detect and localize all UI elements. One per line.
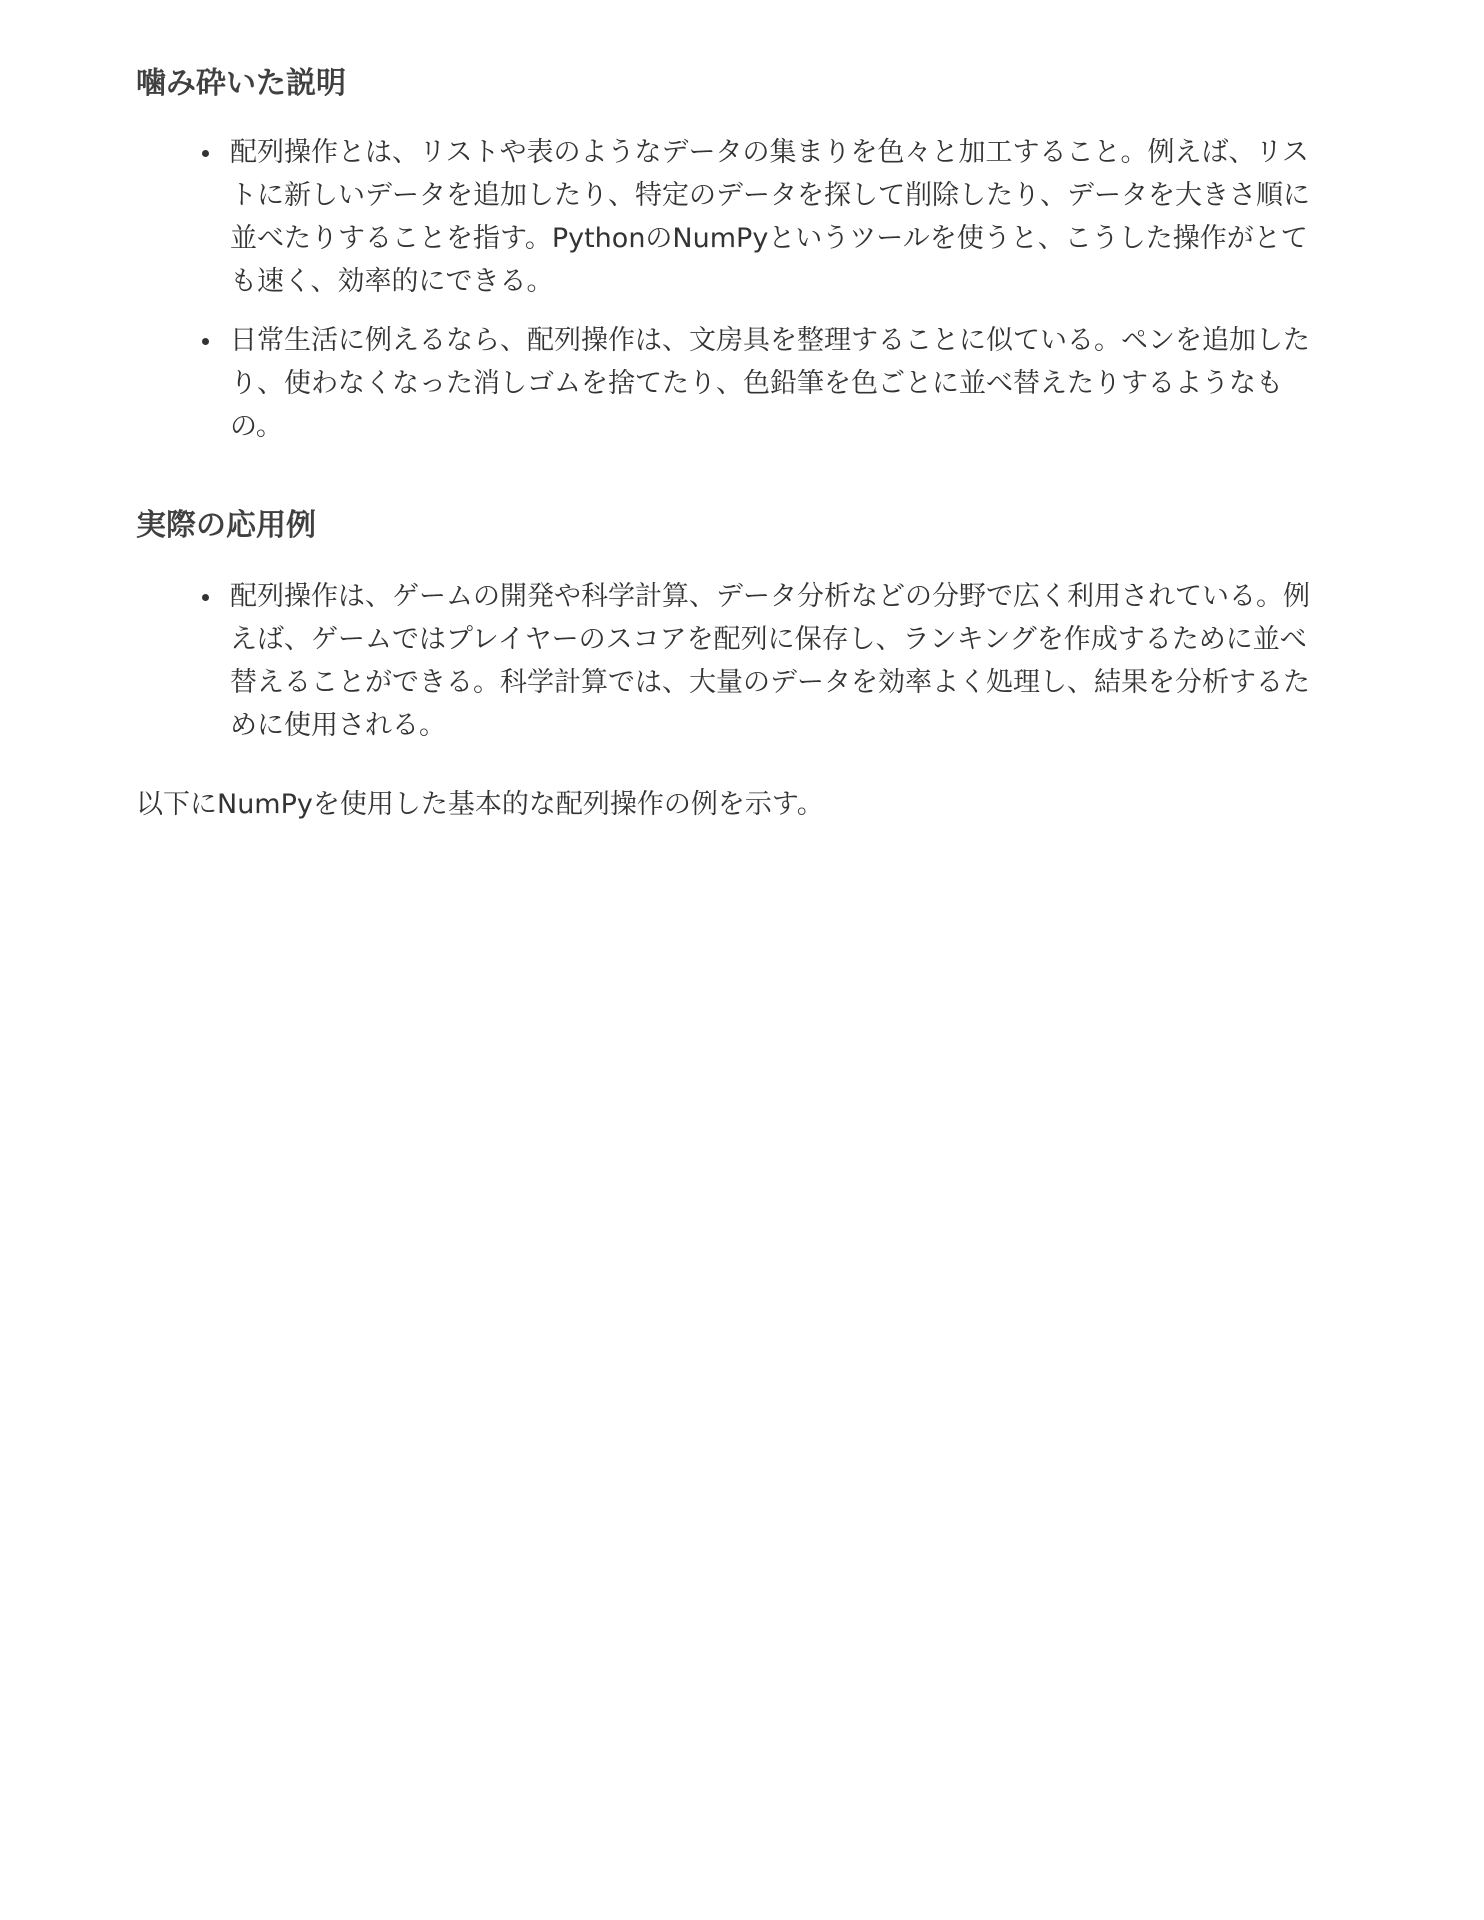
explanation-list bbox=[230, 131, 1330, 464]
list-item: 配列操作は、ゲームの開発や科学計算、データ分析などの分野で広く利用されている。例えば、ゲームではプレイヤーのスコアを配列に保存し、ランキングを作成するために並べ替えることができる。科学計算では、大量のデータを効率よく処理し、結果を分析するために使用される。 bbox=[230, 575, 1330, 747]
section-heading-applications: 実際の応用例 bbox=[136, 508, 316, 543]
list-item: 日常生活に例えるなら、配列操作は、文房具を整理することに似ている。ペンを追加したり、使わなくなった消しゴムを捨てたり、色鉛筆を色ごとに並べ替えたりするようなもの。 bbox=[230, 319, 1330, 448]
applications-list bbox=[230, 575, 1330, 763]
section-heading-explanation: 噛み砕いた説明 bbox=[136, 66, 346, 101]
closing-paragraph: 以下にNumPyを使用した基本的な配列操作の例を示す。 bbox=[136, 789, 824, 820]
list-item: 配列操作とは、リストや表のようなデータの集まりを色々と加工すること。例えば、リストに新しいデータを追加したり、特定のデータを探して削除したり、データを大きさ順に並べたりすることを指す。PythonのNumPyというツールを使うと、こうした操作がとても速く、効率的にできる。 bbox=[230, 131, 1330, 303]
